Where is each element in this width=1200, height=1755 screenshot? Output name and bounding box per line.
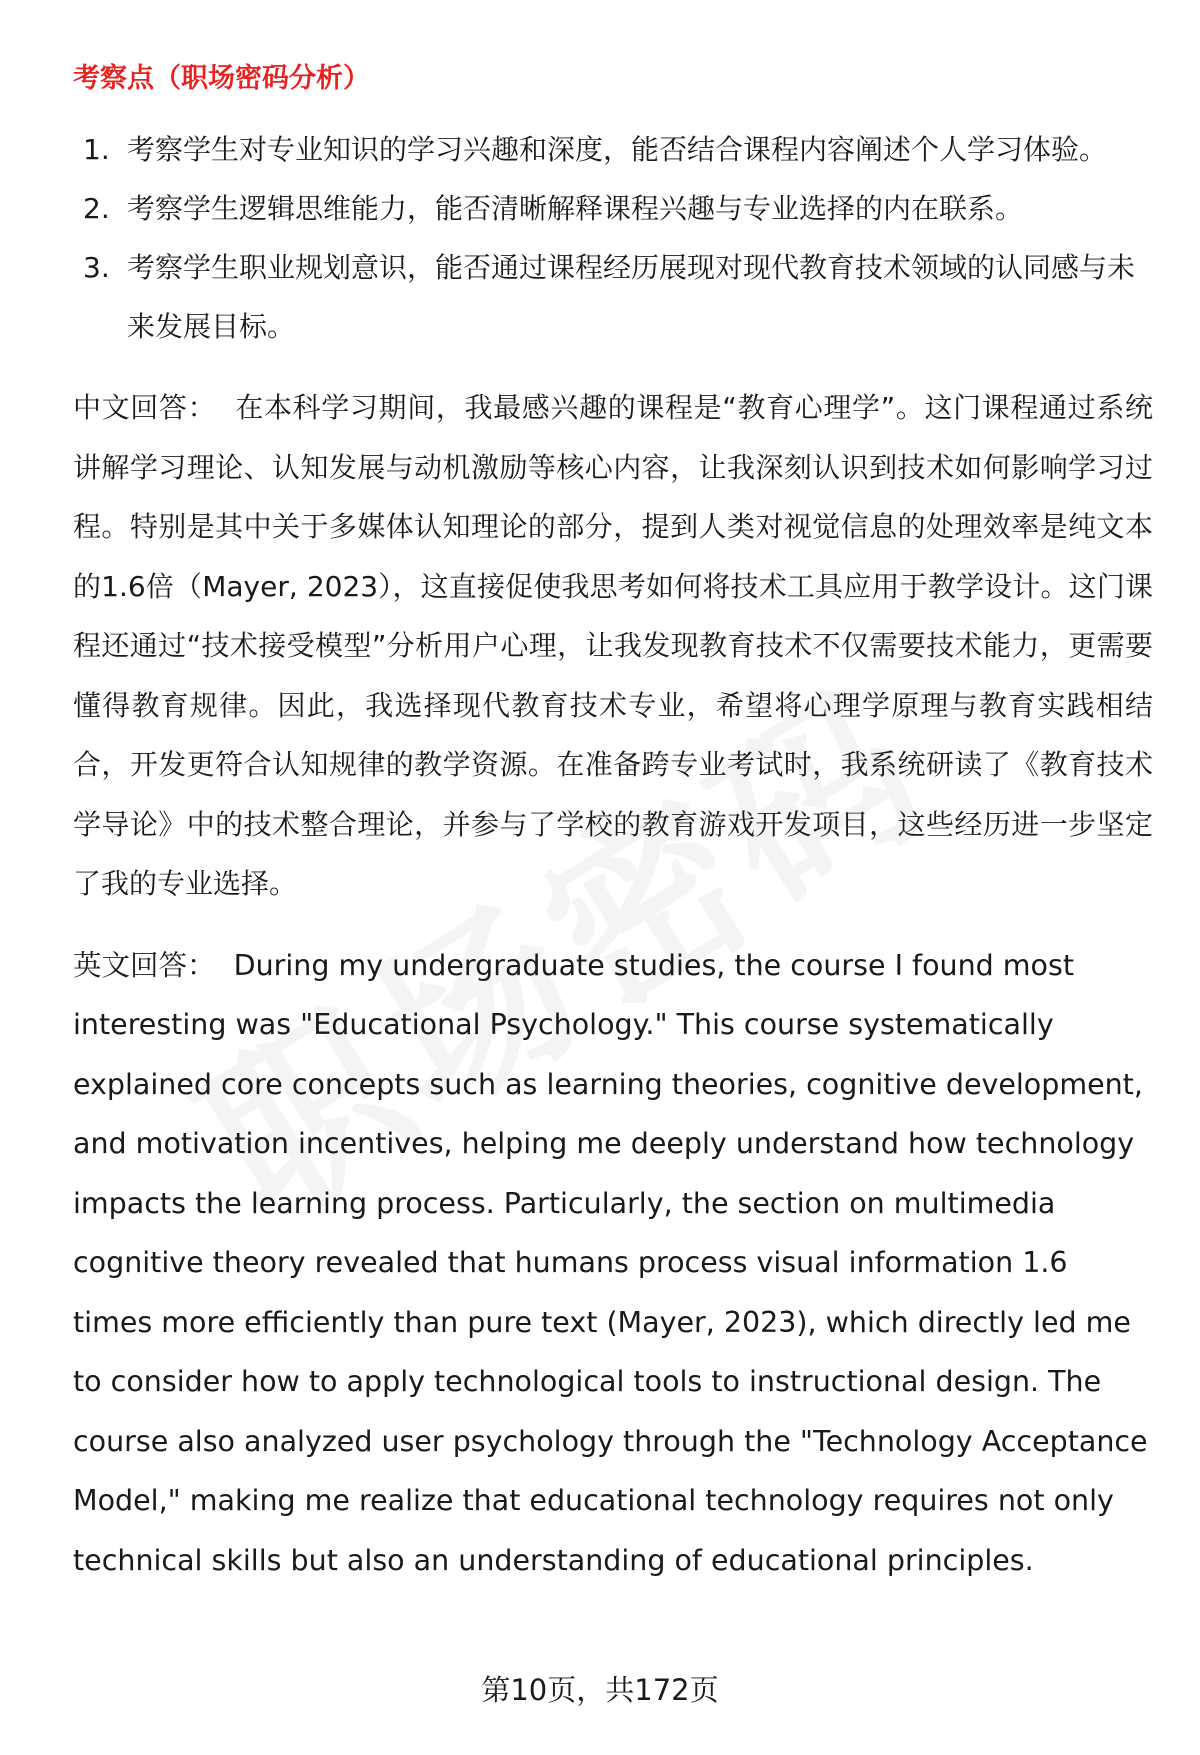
english-answer-text: During my undergraduate studies, the course I found most interesting was "Educational Psychology." This course systematically explained core concepts such as learning theories, cognitive development, and motivation incentives, helping me deeply understand how technology impacts the learning process. Particularly, the section on multimedia cognitive theory revealed that humans process visual information 1.6 times more efficiently than pure text (Mayer, 2023), which directly led me to consider how to apply technological tools to instructional design. The course also analyzed user psychology through the "Technology Acceptance Model," making me realize that educational technology requires not only technical skills but also an understanding of educational principles. xyxy=(73,948,1148,1577)
list-item-number: 3. xyxy=(83,251,110,284)
list-item xyxy=(73,238,1153,356)
page-content xyxy=(73,56,1153,1590)
chinese-answer-text: 在本科学习期间，我最感兴趣的课程是“教育心理学”。这门课程通过系统讲解学习理论、认知发展与动机激励等核心内容，让我深刻认识到技术如何影响学习过程。特别是其中关于多媒体认知理论的部分，提到人类对视觉信息的处理效率是纯文本的1.6倍（Mayer, 2023），这直接促使我思考如何将技术工具应用于教学设计。这门课程还通过“技术接受模型”分析用户心理，让我发现教育技术不仅需要技术能力，更需要懂得教育规律。因此，我选择现代教育技术专业，希望将心理学原理与教育实践相结合，开发更符合认知规律的教学资源。在准备跨专业考试时，我系统研读了《教育技术学导论》中的技术整合理论，并参与了学校的教育游戏开发项目，这些经历进一步坚定了我的专业选择。 xyxy=(73,391,1153,900)
chinese-answer-paragraph xyxy=(73,378,1153,914)
assessment-points-list xyxy=(73,120,1153,356)
list-item-number: 1. xyxy=(83,133,110,166)
list-item-number: 2. xyxy=(83,192,110,225)
list-item xyxy=(73,179,1153,238)
list-item-text: 考察学生职业规划意识，能否通过课程经历展现对现代教育技术领域的认同感与未来发展目标。 xyxy=(127,251,1136,343)
chinese-answer-label: 中文回答： xyxy=(73,391,217,424)
list-item-text: 考察学生逻辑思维能力，能否清晰解释课程兴趣与专业选择的内在联系。 xyxy=(127,192,1024,225)
list-item xyxy=(73,120,1153,179)
section-heading: 考察点（职场密码分析） xyxy=(73,63,370,94)
list-item-text: 考察学生对专业知识的学习兴趣和深度，能否结合课程内容阐述个人学习体验。 xyxy=(127,133,1108,166)
page-number-footer: 第10页，共172页 xyxy=(481,1673,719,1707)
english-answer-paragraph xyxy=(73,936,1153,1591)
english-answer-label: 英文回答： xyxy=(73,948,216,982)
